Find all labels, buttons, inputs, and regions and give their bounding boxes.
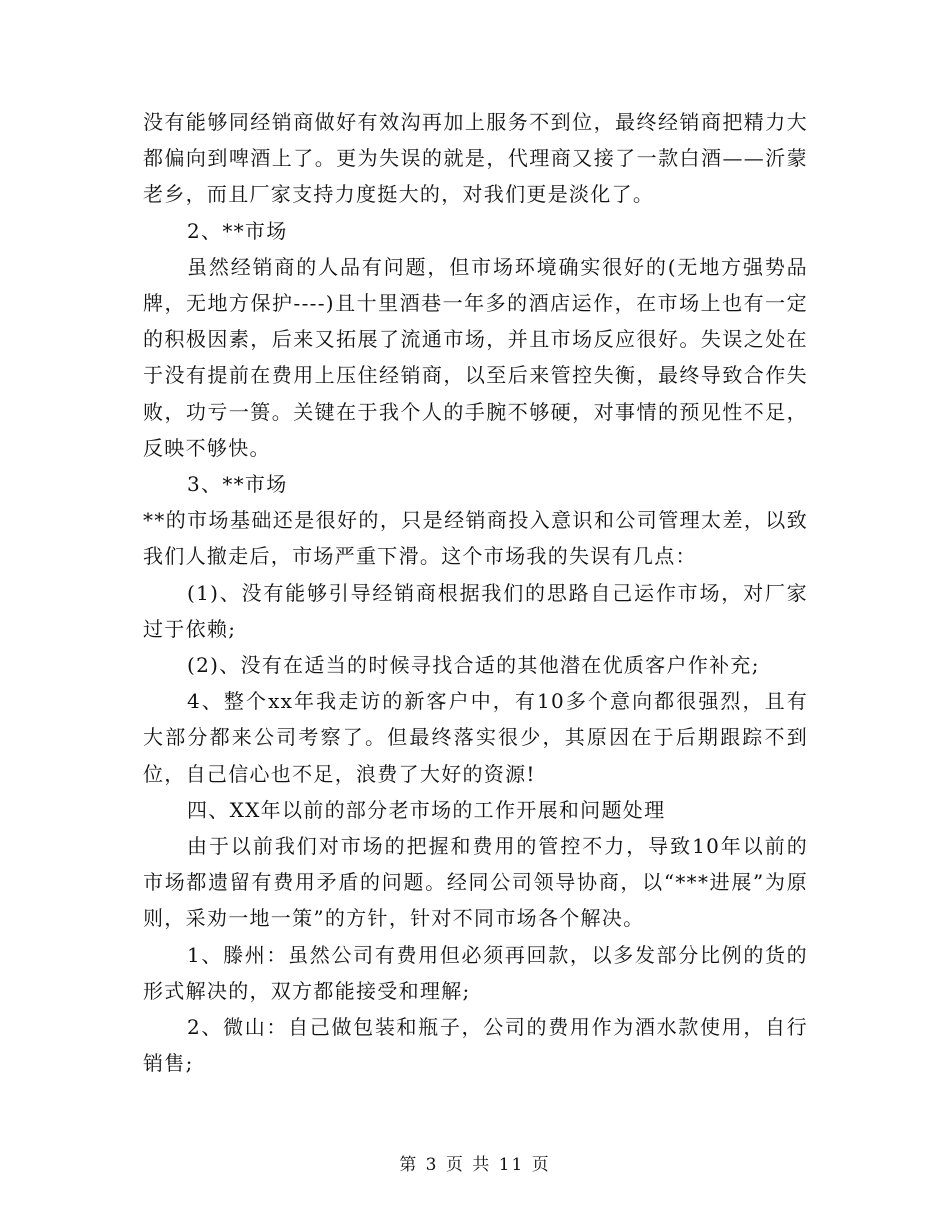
paragraph: 没有能够同经销商做好有效沟再加上服务不到位，最终经销商把精力大都偏向到啤酒上了。更为失误的就是，代理商又接了一款白酒——沂蒙老乡，而且厂家支持力度挺大的，对我们更是淡化了。 (143, 110, 808, 207)
list-item: 2、微山：自己做包装和瓶子，公司的费用作为酒水款使用，自行销售; (143, 1015, 808, 1076)
section-heading: 2、**市场 (187, 218, 288, 243)
list-item: (2)、没有在适当的时候寻找合适的其他潜在优质客户作补充; (187, 653, 760, 678)
document-body (143, 104, 808, 1081)
paragraph: 4、整个xx年我走访的新客户中，有10多个意向都很强烈，且有大部分都来公司考察了。但最终落实很少，其原因在于后期跟踪不到位，自己信心也不足，浪费了大好的资源! (143, 689, 808, 786)
section-heading: 3、**市场 (187, 472, 288, 497)
list-item: 1、滕州：虽然公司有费用但必须再回款，以多发部分比例的货的形式解决的，双方都能接受和理解; (143, 942, 808, 1003)
paragraph: 虽然经销商的人品有问题，但市场环境确实很好的(无地方强势品牌，无地方保护----)且十里酒巷一年多的酒店运作，在市场上也有一定的积极因素，后来又拓展了流通市场，并且市场反应很好。失误之处在于没有提前在费用上压住经销商，以至后来管控失衡，最终导致合作失败，功亏一篑。关键在于我个人的手腕不够硬，对事情的预见性不足，反映不够快。 (143, 254, 808, 460)
page-number-footer: 第 3 页 共 11 页 (399, 1155, 551, 1175)
paragraph: **的市场基础还是很好的，只是经销商投入意识和公司管理太差，以致我们人撤走后，市场严重下滑。这个市场我的失误有几点： (143, 508, 808, 569)
section-heading: 四、XX年以前的部分老市场的工作开展和问题处理 (187, 797, 666, 822)
list-item: (1)、没有能够引导经销商根据我们的思路自己运作市场，对厂家过于依赖; (143, 580, 808, 641)
paragraph: 由于以前我们对市场的把握和费用的管控不力，导致10年以前的市场都遗留有费用矛盾的问题。经同公司领导协商，以“***进展”为原则，采劝一地一策”的方针，针对不同市场各个解决。 (143, 834, 808, 931)
